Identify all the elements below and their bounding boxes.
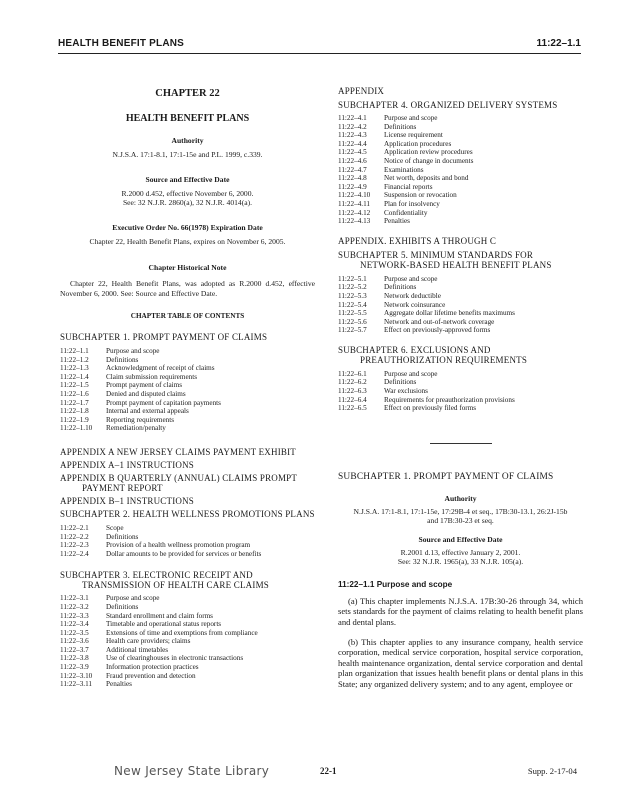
- subchapter-2-list: [60, 524, 315, 558]
- toc-section-title: Prompt payment of claims: [106, 381, 183, 390]
- toc-section-number: 11:22–5.6: [338, 317, 367, 326]
- toc-section-title: Fraud prevention and detection: [106, 671, 196, 680]
- toc-section-title: Claim submission requirements: [106, 372, 198, 381]
- appendix-b-1: APPENDIX B–1 INSTRUCTIONS: [60, 495, 195, 506]
- toc-row: [338, 209, 583, 218]
- toc-section-title: Penalties: [384, 217, 410, 226]
- toc-row: [338, 114, 583, 123]
- authority-text: N.J.S.A. 17:1-8.1, 17:1-15e and P.L. 1999, c.339.: [112, 150, 263, 159]
- library-watermark: New Jersey State Library: [114, 764, 270, 778]
- toc-section-title: Effect on previously filed forms: [384, 404, 477, 413]
- toc-row: [60, 629, 315, 638]
- appendix-a: APPENDIX A NEW JERSEY CLAIMS PAYMENT EXHIBIT: [60, 446, 296, 457]
- toc-section-number: 11:22–6.2: [338, 378, 367, 387]
- toc-section-number: 11:22–3.6: [60, 637, 89, 646]
- toc-section-number: 11:22–1.10: [60, 424, 93, 433]
- source-heading: Source and Effective Date: [145, 174, 230, 184]
- toc-section-number: 11:22–6.1: [338, 369, 367, 378]
- subchapter-1-list: [60, 347, 315, 433]
- toc-row: [60, 364, 315, 373]
- header-rule: [58, 53, 581, 54]
- toc-section-number: 11:22–5.7: [338, 326, 367, 335]
- section-divider: [430, 443, 492, 444]
- toc-section-title: Acknowledgment of receipt of claims: [106, 364, 215, 373]
- toc-section-title: War exclusions: [384, 387, 428, 396]
- toc-row: [338, 148, 583, 157]
- toc-row: [60, 390, 315, 399]
- toc-row: [338, 131, 583, 140]
- subchapter-1-body-title: SUBCHAPTER 1. PROMPT PAYMENT OF CLAIMS: [338, 471, 554, 482]
- paragraph-b: (b) This chapter applies to any insurance company, health service corporation, medical service corporation, hospital service corporation, health maintenance organization, dental service corporation and dental plan organization that issues health benefit plans or dental plans in this State; any organized delivery system; and to any agent, employee or: [338, 636, 583, 689]
- toc-section-number: 11:22–5.2: [338, 283, 367, 292]
- toc-section-number: 11:22–4.5: [338, 148, 367, 157]
- toc-section-title: Definitions: [384, 378, 417, 387]
- toc-section-number: 11:22–1.5: [60, 381, 89, 390]
- exhibits-label: APPENDIX. EXHIBITS A THROUGH C: [338, 235, 497, 246]
- toc-row: [60, 356, 315, 365]
- toc-row: [338, 396, 583, 405]
- toc-section-title: Definitions: [106, 355, 139, 364]
- subchapter-4-list: [338, 114, 583, 226]
- paragraph-a: (a) This chapter implements N.J.S.A. 17B:30-26 through 34, which sets standards for the payment of claims relating to health benefit plans and dental plans.: [338, 595, 583, 628]
- toc-row: [60, 612, 315, 621]
- subchapter-6-title: SUBCHAPTER 6. EXCLUSIONS AND PREAUTHORIZATION REQUIREMENTS: [338, 344, 528, 365]
- toc-section-title: Financial reports: [384, 182, 433, 191]
- toc-row: [60, 541, 315, 550]
- executive-order-heading: Executive Order No. 66(1978) Expiration Date: [112, 222, 263, 232]
- subchapter-6-list: [338, 370, 583, 413]
- toc-section-number: 11:22–4.8: [338, 174, 367, 183]
- toc-section-title: Examinations: [384, 165, 424, 174]
- toc-row: [338, 174, 583, 183]
- toc-section-number: 11:22–3.8: [60, 654, 89, 663]
- page-footer: [58, 764, 581, 784]
- toc-row: [60, 550, 315, 559]
- body-source-line-1: R.2001 d.13, effective January 2, 2001.: [400, 547, 521, 557]
- toc-row: [60, 407, 315, 416]
- toc-section-title: Confidentiality: [384, 208, 428, 217]
- toc-section-title: Timetable and operational status reports: [106, 620, 222, 629]
- toc-row: [60, 603, 315, 612]
- body-source-heading: Source and Effective Date: [418, 534, 503, 544]
- authority-heading: Authority: [171, 136, 204, 145]
- toc-section-number: 11:22–2.1: [60, 523, 89, 532]
- toc-row: [338, 283, 583, 292]
- toc-row: [60, 347, 315, 356]
- running-header: [58, 36, 581, 52]
- subchapter-5-title: SUBCHAPTER 5. MINIMUM STANDARDS FOR NETWORK-BASED HEALTH BENEFIT PLANS: [338, 249, 552, 270]
- page-number: 22-1: [320, 766, 337, 776]
- toc-row: [60, 373, 315, 382]
- toc-row: [338, 387, 583, 396]
- toc-section-title: Purpose and scope: [384, 369, 438, 378]
- toc-section-number: 11:22–4.4: [338, 139, 367, 148]
- toc-section-number: 11:22–4.10: [338, 191, 371, 200]
- toc-section-number: 11:22–1.9: [60, 415, 89, 424]
- toc-row: [60, 654, 315, 663]
- toc-section-title: Net worth, deposits and bond: [384, 174, 469, 183]
- subchapter-4-title: SUBCHAPTER 4. ORGANIZED DELIVERY SYSTEMS: [338, 100, 558, 110]
- toc-section-number: 11:22–3.7: [60, 645, 89, 654]
- toc-section-title: Information protection practices: [106, 663, 199, 672]
- toc-row: [338, 217, 583, 226]
- toc-row: [338, 292, 583, 301]
- subchapter-3-list: [60, 594, 315, 689]
- toc-section-number: 11:22–2.4: [60, 549, 89, 558]
- source-line-2: See: 32 N.J.R. 2860(a), 32 N.J.R. 4014(a).: [122, 198, 253, 207]
- toc-section-title: Network and out-of-network coverage: [384, 317, 495, 326]
- toc-row: [338, 309, 583, 318]
- toc-section-number: 11:22–2.2: [60, 532, 89, 541]
- toc-section-number: 11:22–3.3: [60, 611, 89, 620]
- body-authority-heading: Authority: [444, 493, 477, 503]
- toc-section-number: 11:22–5.5: [338, 309, 367, 318]
- toc-section-title: Network deductible: [384, 291, 441, 300]
- toc-row: [338, 275, 583, 284]
- toc-section-title: Dollar amounts to be provided for services or benefits: [106, 549, 262, 558]
- toc-section-number: 11:22–3.5: [60, 628, 89, 637]
- toc-row: [338, 404, 583, 413]
- executive-order-text: Chapter 22, Health Benefit Plans, expires on November 6, 2005.: [89, 236, 286, 246]
- header-title: HEALTH BENEFIT PLANS: [58, 38, 185, 49]
- toc-section-title: Application review procedures: [384, 148, 473, 157]
- toc-section-title: Penalties: [106, 680, 132, 689]
- toc-section-number: 11:22–1.1: [60, 347, 89, 355]
- toc-section-title: Denied and disputed claims: [106, 389, 186, 398]
- toc-section-number: 11:22–6.3: [338, 387, 367, 396]
- toc-section-title: Purpose and scope: [384, 114, 438, 122]
- toc-section-number: 11:22–4.12: [338, 208, 371, 217]
- subchapter-5-list: [338, 275, 583, 335]
- subchapter-1-title: SUBCHAPTER 1. PROMPT PAYMENT OF CLAIMS: [60, 332, 268, 342]
- toc-section-number: 11:22–3.1: [60, 594, 89, 603]
- toc-section-title: Plan for insolvency: [384, 199, 440, 208]
- toc-row: [60, 399, 315, 408]
- left-column: [60, 64, 315, 689]
- toc-section-number: 11:22–2.3: [60, 541, 89, 550]
- toc-section-number: 11:22–4.2: [338, 122, 367, 131]
- toc-row: [338, 183, 583, 192]
- toc-section-number: 11:22–4.1: [338, 114, 367, 122]
- toc-section-title: Network coinsurance: [384, 300, 446, 309]
- body-source-line-2: See: 32 N.J.R. 1965(a), 33 N.J.R. 105(a).: [397, 557, 524, 567]
- toc-section-number: 11:22–3.9: [60, 663, 89, 672]
- toc-row: [338, 200, 583, 209]
- toc-row: [338, 370, 583, 379]
- chapter-number: CHAPTER 22: [155, 88, 220, 99]
- source-line-1: R.2000 d.452, effective November 6, 2000.: [121, 188, 254, 198]
- toc-section-number: 11:22–4.6: [338, 156, 367, 165]
- toc-row: [60, 416, 315, 425]
- toc-section-number: 11:22–1.3: [60, 364, 89, 373]
- section-heading: 11:22–1.1 Purpose and scope: [338, 579, 453, 589]
- appendix-a-1: APPENDIX A–1 INSTRUCTIONS: [60, 459, 195, 470]
- right-column: [338, 64, 583, 690]
- toc-section-title: Notice of change in documents: [384, 156, 474, 165]
- historical-note-text: Chapter 22, Health Benefit Plans, was adopted as R.2000 d.452, effective November 6, 2000. See: Source and Effective Date.: [60, 279, 315, 298]
- toc-section-title: Prompt payment of capitation payments: [106, 398, 221, 407]
- table-of-contents-heading: CHAPTER TABLE OF CONTENTS: [130, 312, 245, 320]
- toc-section-number: 11:22–1.8: [60, 407, 89, 416]
- toc-section-number: 11:22–5.1: [338, 274, 367, 283]
- toc-section-number: 11:22–1.7: [60, 398, 89, 407]
- toc-section-number: 11:22–5.3: [338, 291, 367, 300]
- toc-section-title: Definitions: [106, 532, 139, 541]
- toc-row: [338, 301, 583, 310]
- toc-section-title: Effect on previously-approved forms: [384, 326, 491, 335]
- toc-section-title: License requirement: [384, 131, 443, 140]
- toc-section-title: Definitions: [384, 122, 417, 131]
- toc-row: [338, 123, 583, 132]
- chapter-title: HEALTH BENEFIT PLANS: [125, 113, 250, 124]
- toc-row: [60, 620, 315, 629]
- toc-section-title: Aggregate dollar lifetime benefits maximums: [384, 309, 515, 318]
- toc-section-title: Purpose and scope: [384, 274, 438, 283]
- toc-section-title: Definitions: [384, 283, 417, 292]
- toc-row: [60, 524, 315, 533]
- toc-section-title: Additional timetables: [106, 645, 169, 654]
- toc-section-title: Definitions: [106, 602, 139, 611]
- historical-note-heading: Chapter Historical Note: [148, 263, 227, 272]
- appendix-b: APPENDIX B QUARTERLY (ANNUAL) CLAIMS PROMPT PAYMENT REPORT: [60, 472, 297, 493]
- toc-row: [60, 533, 315, 542]
- toc-section-number: 11:22–3.10: [60, 671, 93, 680]
- toc-section-title: Suspension or revocation: [384, 191, 457, 200]
- toc-row: [338, 140, 583, 149]
- toc-row: [60, 594, 315, 603]
- supplement-date: Supp. 2-17-04: [527, 766, 577, 776]
- toc-section-number: 11:22–3.2: [60, 602, 89, 611]
- toc-section-number: 11:22–4.9: [338, 182, 367, 191]
- toc-section-number: 11:22–4.3: [338, 131, 367, 140]
- subchapter-2-title: SUBCHAPTER 2. HEALTH WELLNESS PROMOTIONS PLANS: [60, 508, 315, 519]
- toc-row: [338, 326, 583, 335]
- toc-section-title: Extensions of time and exemptions from compliance: [106, 628, 258, 637]
- toc-section-title: Scope: [106, 523, 124, 532]
- toc-section-number: 11:22–1.4: [60, 372, 89, 381]
- toc-row: [338, 191, 583, 200]
- toc-section-title: Standard enrollment and claim forms: [106, 611, 213, 620]
- toc-section-title: Internal and external appeals: [106, 407, 189, 416]
- toc-section-title: Use of clearinghouses in electronic transactions: [106, 654, 244, 663]
- toc-row: [338, 166, 583, 175]
- toc-section-title: Purpose and scope: [106, 347, 160, 355]
- toc-section-number: 11:22–4.7: [338, 165, 367, 174]
- appendix-label: APPENDIX: [338, 86, 385, 96]
- toc-section-number: 11:22–5.4: [338, 300, 367, 309]
- toc-row: [60, 424, 315, 433]
- toc-section-title: Remediation/penalty: [106, 424, 166, 433]
- toc-section-number: 11:22–4.11: [338, 199, 371, 208]
- body-authority-text: N.J.S.A. 17:1-8.1, 17:1-15e, 17:29B-4 et seq., 17B:30-13.1, 26:2J-15b and 17B:30-23 et seq.: [353, 506, 568, 526]
- toc-row: [338, 318, 583, 327]
- toc-row: [60, 663, 315, 672]
- toc-row: [60, 381, 315, 390]
- toc-row: [60, 646, 315, 655]
- toc-section-number: 11:22–1.6: [60, 389, 89, 398]
- toc-row: [338, 378, 583, 387]
- toc-row: [60, 637, 315, 646]
- toc-row: [60, 680, 315, 689]
- toc-row: [338, 157, 583, 166]
- toc-section-title: Provision of a health wellness promotion program: [106, 541, 251, 550]
- toc-section-title: Requirements for preauthorization provisions: [384, 395, 515, 404]
- toc-section-title: Application procedures: [384, 139, 452, 148]
- toc-section-title: Purpose and scope: [106, 594, 160, 603]
- toc-section-number: 11:22–6.5: [338, 404, 367, 413]
- toc-row: [60, 672, 315, 681]
- toc-section-title: Health care providers; claims: [106, 637, 191, 646]
- toc-section-number: 11:22–1.2: [60, 355, 89, 364]
- toc-section-number: 11:22–6.4: [338, 395, 367, 404]
- toc-section-number: 11:22–3.11: [60, 680, 93, 689]
- toc-section-title: Reporting requirements: [106, 415, 175, 424]
- toc-section-number: 11:22–3.4: [60, 620, 89, 629]
- subchapter-3-title: SUBCHAPTER 3. ELECTRONIC RECEIPT AND TRANSMISSION OF HEALTH CARE CLAIMS: [60, 570, 269, 591]
- header-section-number: 11:22–1.1: [536, 38, 581, 49]
- toc-section-number: 11:22–4.13: [338, 217, 371, 226]
